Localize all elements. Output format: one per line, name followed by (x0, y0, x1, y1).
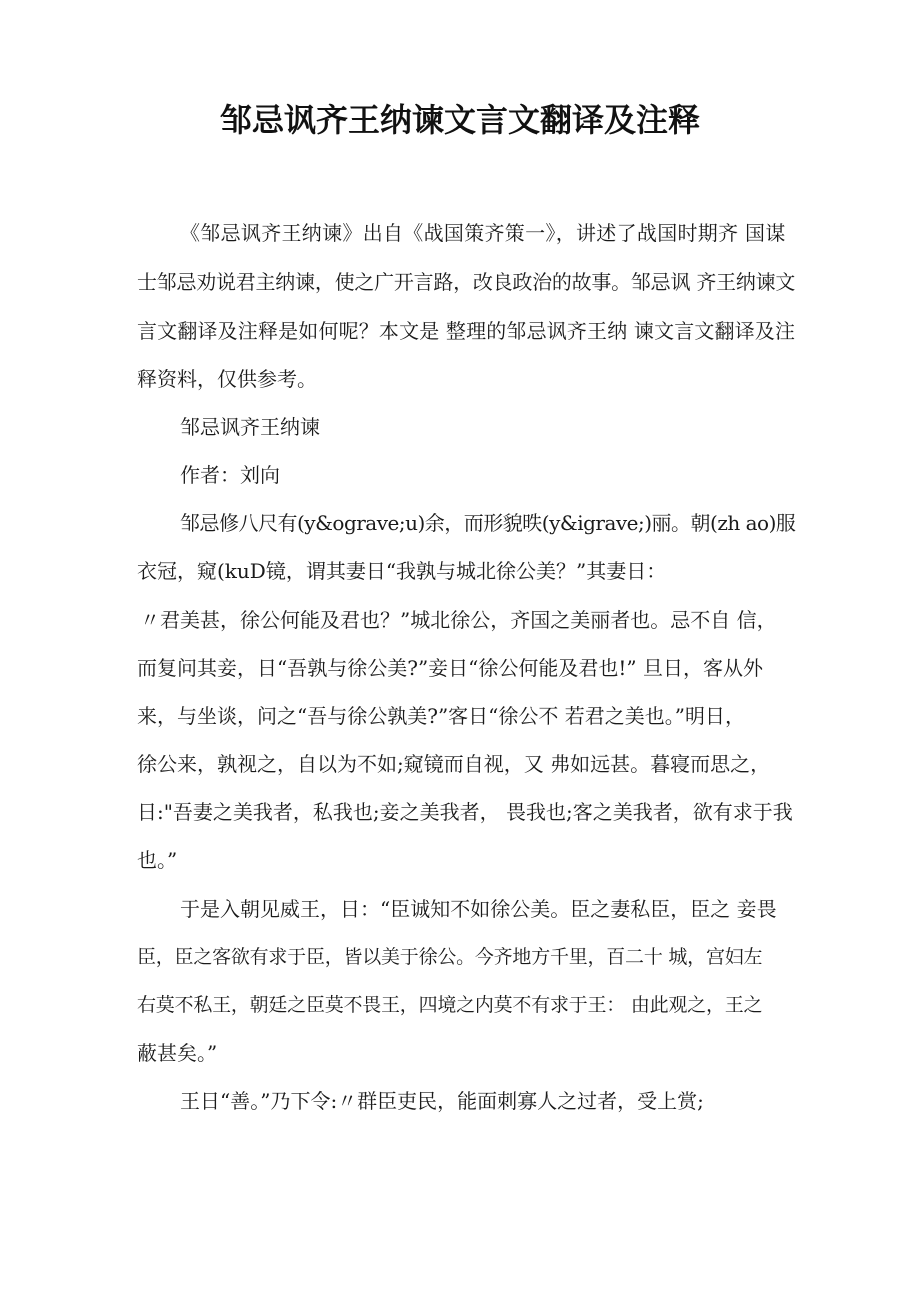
para1-line: 而复问其妾，日“吾孰与徐公美?”妾日“徐公何能及君也!” 旦日，客从外 (137, 656, 764, 680)
para1-line: 衣冠，窥(kuD镜，谓其妻日“我孰与城北徐公美？”其妻日： (137, 559, 667, 583)
para2-line: 蔽甚矣。” (137, 1041, 218, 1065)
intro-line: 言文翻译及注释是如何呢？本文是 整理的邹忌讽齐王纳 谏文言文翻译及注 (137, 319, 796, 343)
para1-line: 邹忌修八尺有(y&ograve;u)余，而形貌昳(y&igrave;)丽。朝(zh ao)服 (180, 511, 796, 535)
author-line: 作者：刘向 (180, 463, 280, 487)
intro-line: 《邹忌讽齐王纳谏》出自《战国策齐策一》，讲述了战国时期齐 国谋 (180, 221, 786, 245)
work-title: 邹忌讽齐王纳谏 (180, 415, 320, 439)
para2-line: 于是入朝见威王，日：“臣诚知不如徐公美。臣之妻私臣，臣之 妾畏 (180, 897, 777, 921)
para2-line: 臣，臣之客欲有求于臣，皆以美于徐公。今齐地方千里，百二十 城，宫妇左 (137, 946, 763, 968)
para1-line: 〃君美甚，徐公何能及君也？”城北徐公，齐国之美丽者也。忌不自 信， (140, 608, 777, 632)
para2-line: 右莫不私王，朝廷之臣莫不畏王，四境之内莫不有求于王： 由此观之，王之 (137, 994, 763, 1016)
para1-line: 日:"吾妻之美我者，私我也;妾之美我者， 畏我也;客之美我者，欲有求于我 (137, 800, 793, 824)
intro-line: 释资料，仅供参考。 (137, 367, 317, 391)
page-title: 邹忌讽齐王纳谏文言文翻译及注释 (219, 101, 700, 139)
para1-line: 也。” (137, 848, 178, 872)
para3-line: 王日“善。”乃下令:〃群臣吏民，能面刺寡人之过者，受上赏; (180, 1089, 704, 1113)
intro-line: 士邹忌劝说君主纳谏，使之广开言路，改良政治的故事。邹忌讽 齐王纳谏文 (137, 270, 796, 294)
para1-line: 来，与坐谈，问之“吾与徐公孰美?”客日“徐公不 若君之美也。”明日， (137, 704, 745, 728)
para1-line: 徐公来，孰视之，自以为不如;窥镜而自视，又 弗如远甚。暮寝而思之， (137, 752, 771, 776)
